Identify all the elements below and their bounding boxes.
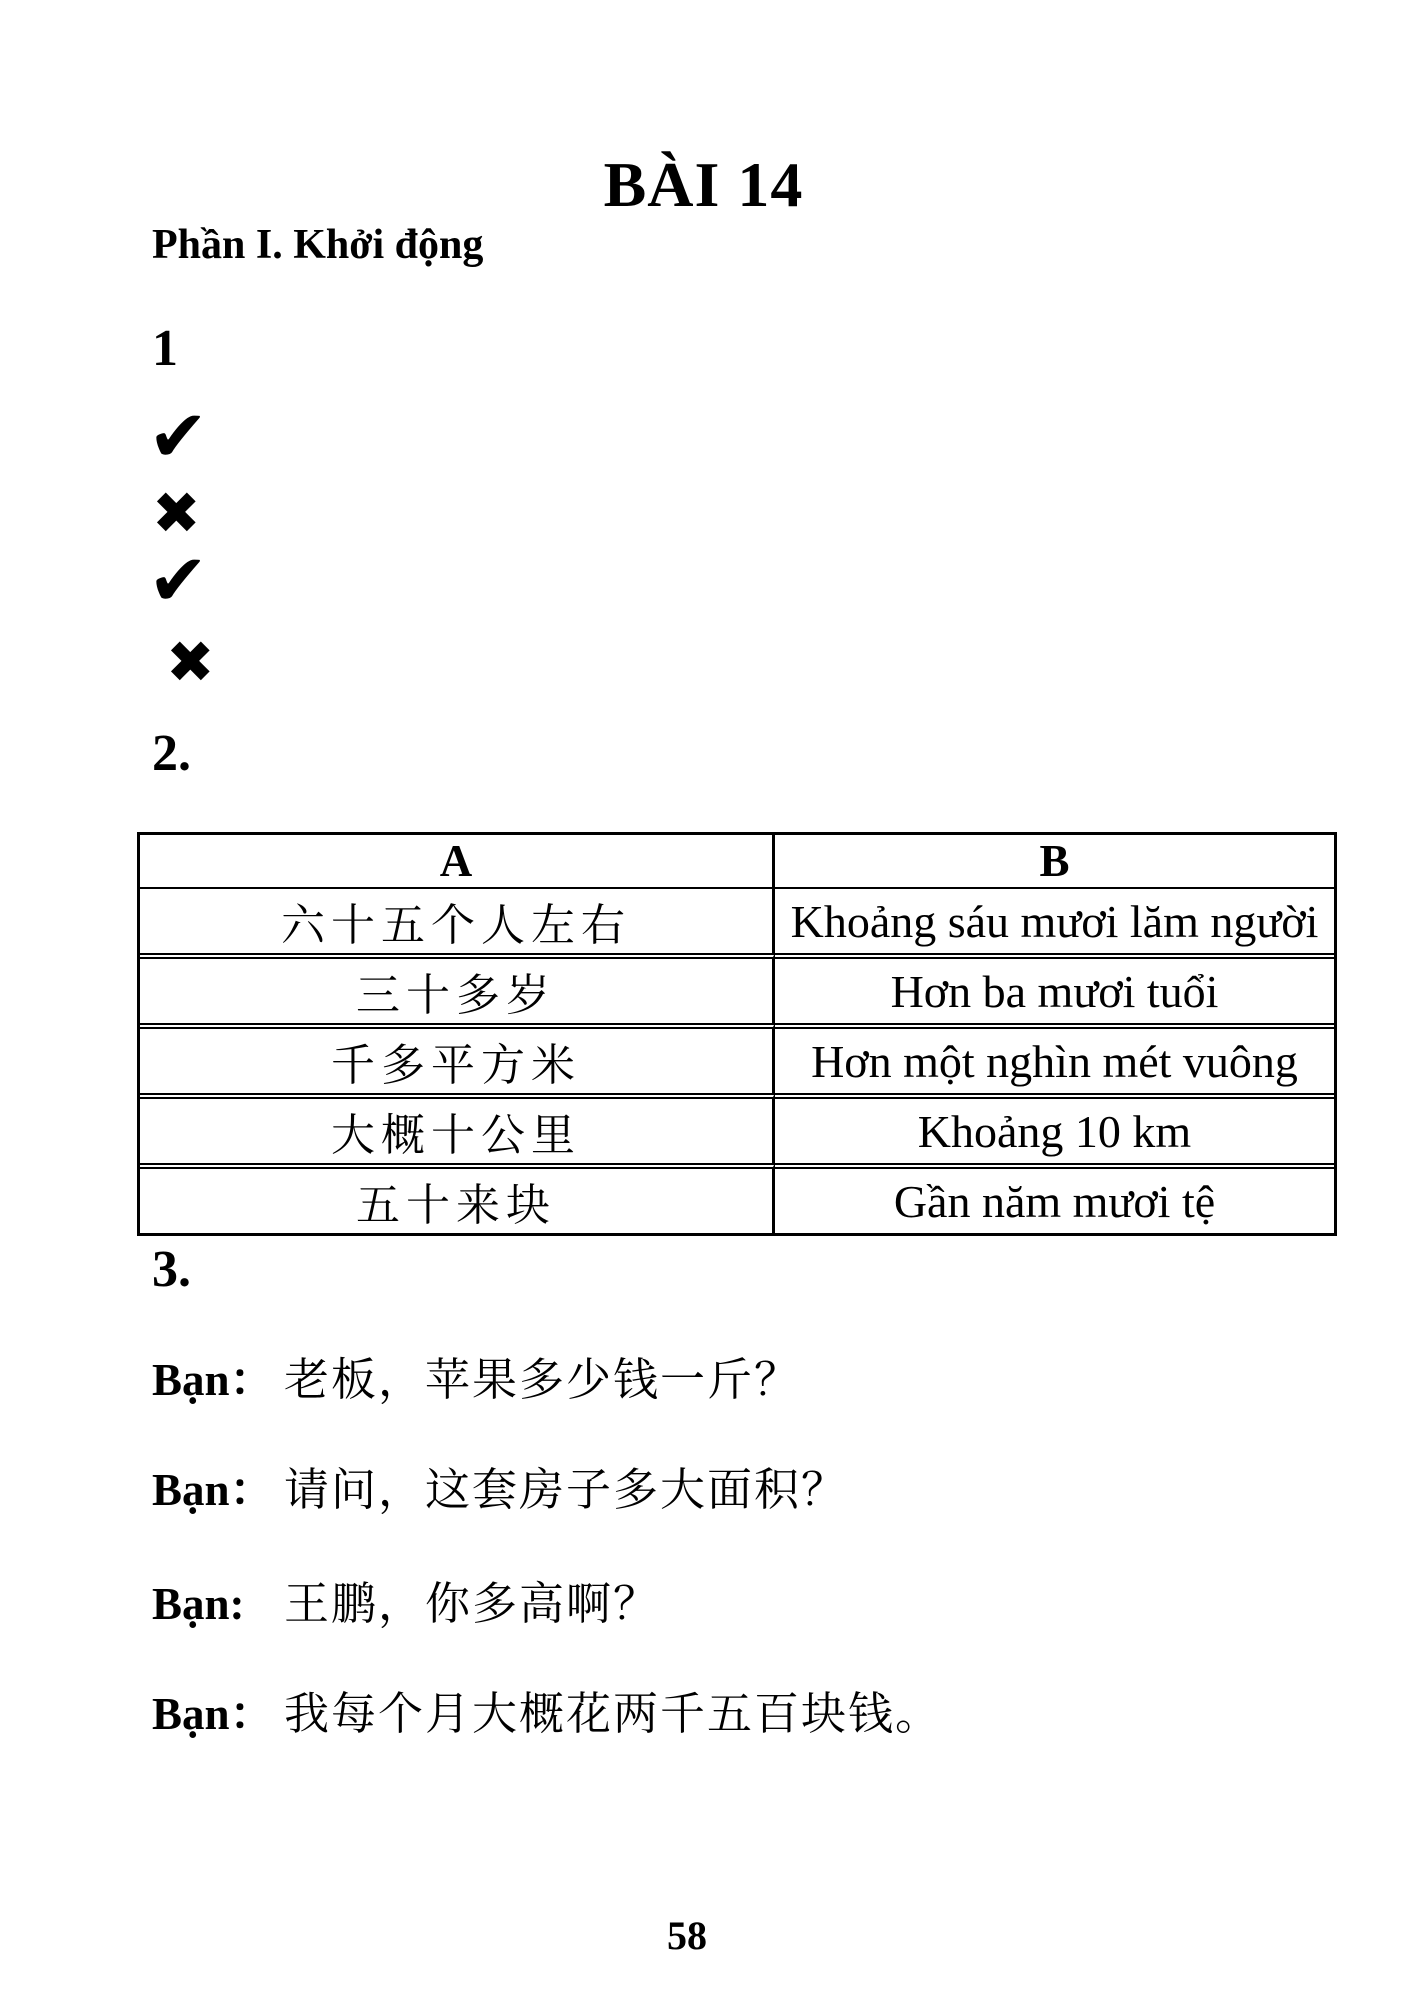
check-icon: ✔	[148, 538, 209, 622]
cell-chinese: 大概十公里	[140, 1093, 775, 1163]
cross-icon: ✖	[152, 479, 201, 547]
exercise3-number: 3.	[152, 1241, 191, 1298]
table-row	[140, 1093, 1334, 1163]
cell-chinese: 千多平方米	[140, 1023, 775, 1093]
cell-chinese: 六十五个人左右	[140, 889, 775, 953]
section-heading: Phần I. Khởi động	[152, 222, 484, 268]
dialogue-line	[152, 1352, 801, 1408]
cell-chinese: 三十多岁	[140, 953, 775, 1023]
table-row	[140, 889, 1334, 953]
speaker-label: Bạn:	[152, 1579, 245, 1629]
dialogue-text: 老板，苹果多少钱一斤？	[284, 1355, 802, 1405]
dialogue-text: 我每个月大概花两千五百块钱。	[284, 1689, 943, 1739]
cross-icon: ✖	[166, 628, 215, 696]
page-number: 58	[667, 1913, 707, 1958]
table-row	[140, 1023, 1334, 1093]
cell-vietnamese: Khoảng sáu mươi lăm người	[790, 895, 1319, 947]
cell-vietnamese: Khoảng 10 km	[775, 1093, 1334, 1163]
dialogue-line	[152, 1576, 660, 1632]
page-title: BÀI 14	[603, 149, 804, 220]
speaker-label: Bạn：	[152, 1689, 275, 1739]
check-icon: ✔	[148, 394, 209, 478]
matching-table	[137, 832, 1337, 1236]
table-row	[140, 953, 1334, 1023]
cell-vietnamese: Hơn một nghìn mét vuông	[775, 1023, 1334, 1093]
table-row	[140, 1163, 1334, 1233]
dialogue-text: 王鹏，你多高啊？	[284, 1579, 661, 1629]
column-header-a: A	[140, 835, 775, 889]
cell-vietnamese: Hơn ba mươi tuổi	[775, 953, 1334, 1023]
cell-vietnamese: Gần năm mươi tệ	[775, 1163, 1334, 1233]
exercise2-number: 2.	[152, 725, 191, 782]
cell-chinese: 五十来块	[140, 1163, 775, 1233]
speaker-label: Bạn：	[152, 1355, 275, 1405]
column-header-b: B	[775, 835, 1334, 889]
dialogue-line	[152, 1462, 848, 1518]
dialogue-line	[152, 1686, 942, 1742]
table-header-row	[140, 835, 1334, 889]
exercise1-number: 1	[152, 320, 178, 377]
speaker-label: Bạn：	[152, 1465, 275, 1515]
dialogue-text: 请问，这套房子多大面积？	[284, 1465, 849, 1515]
